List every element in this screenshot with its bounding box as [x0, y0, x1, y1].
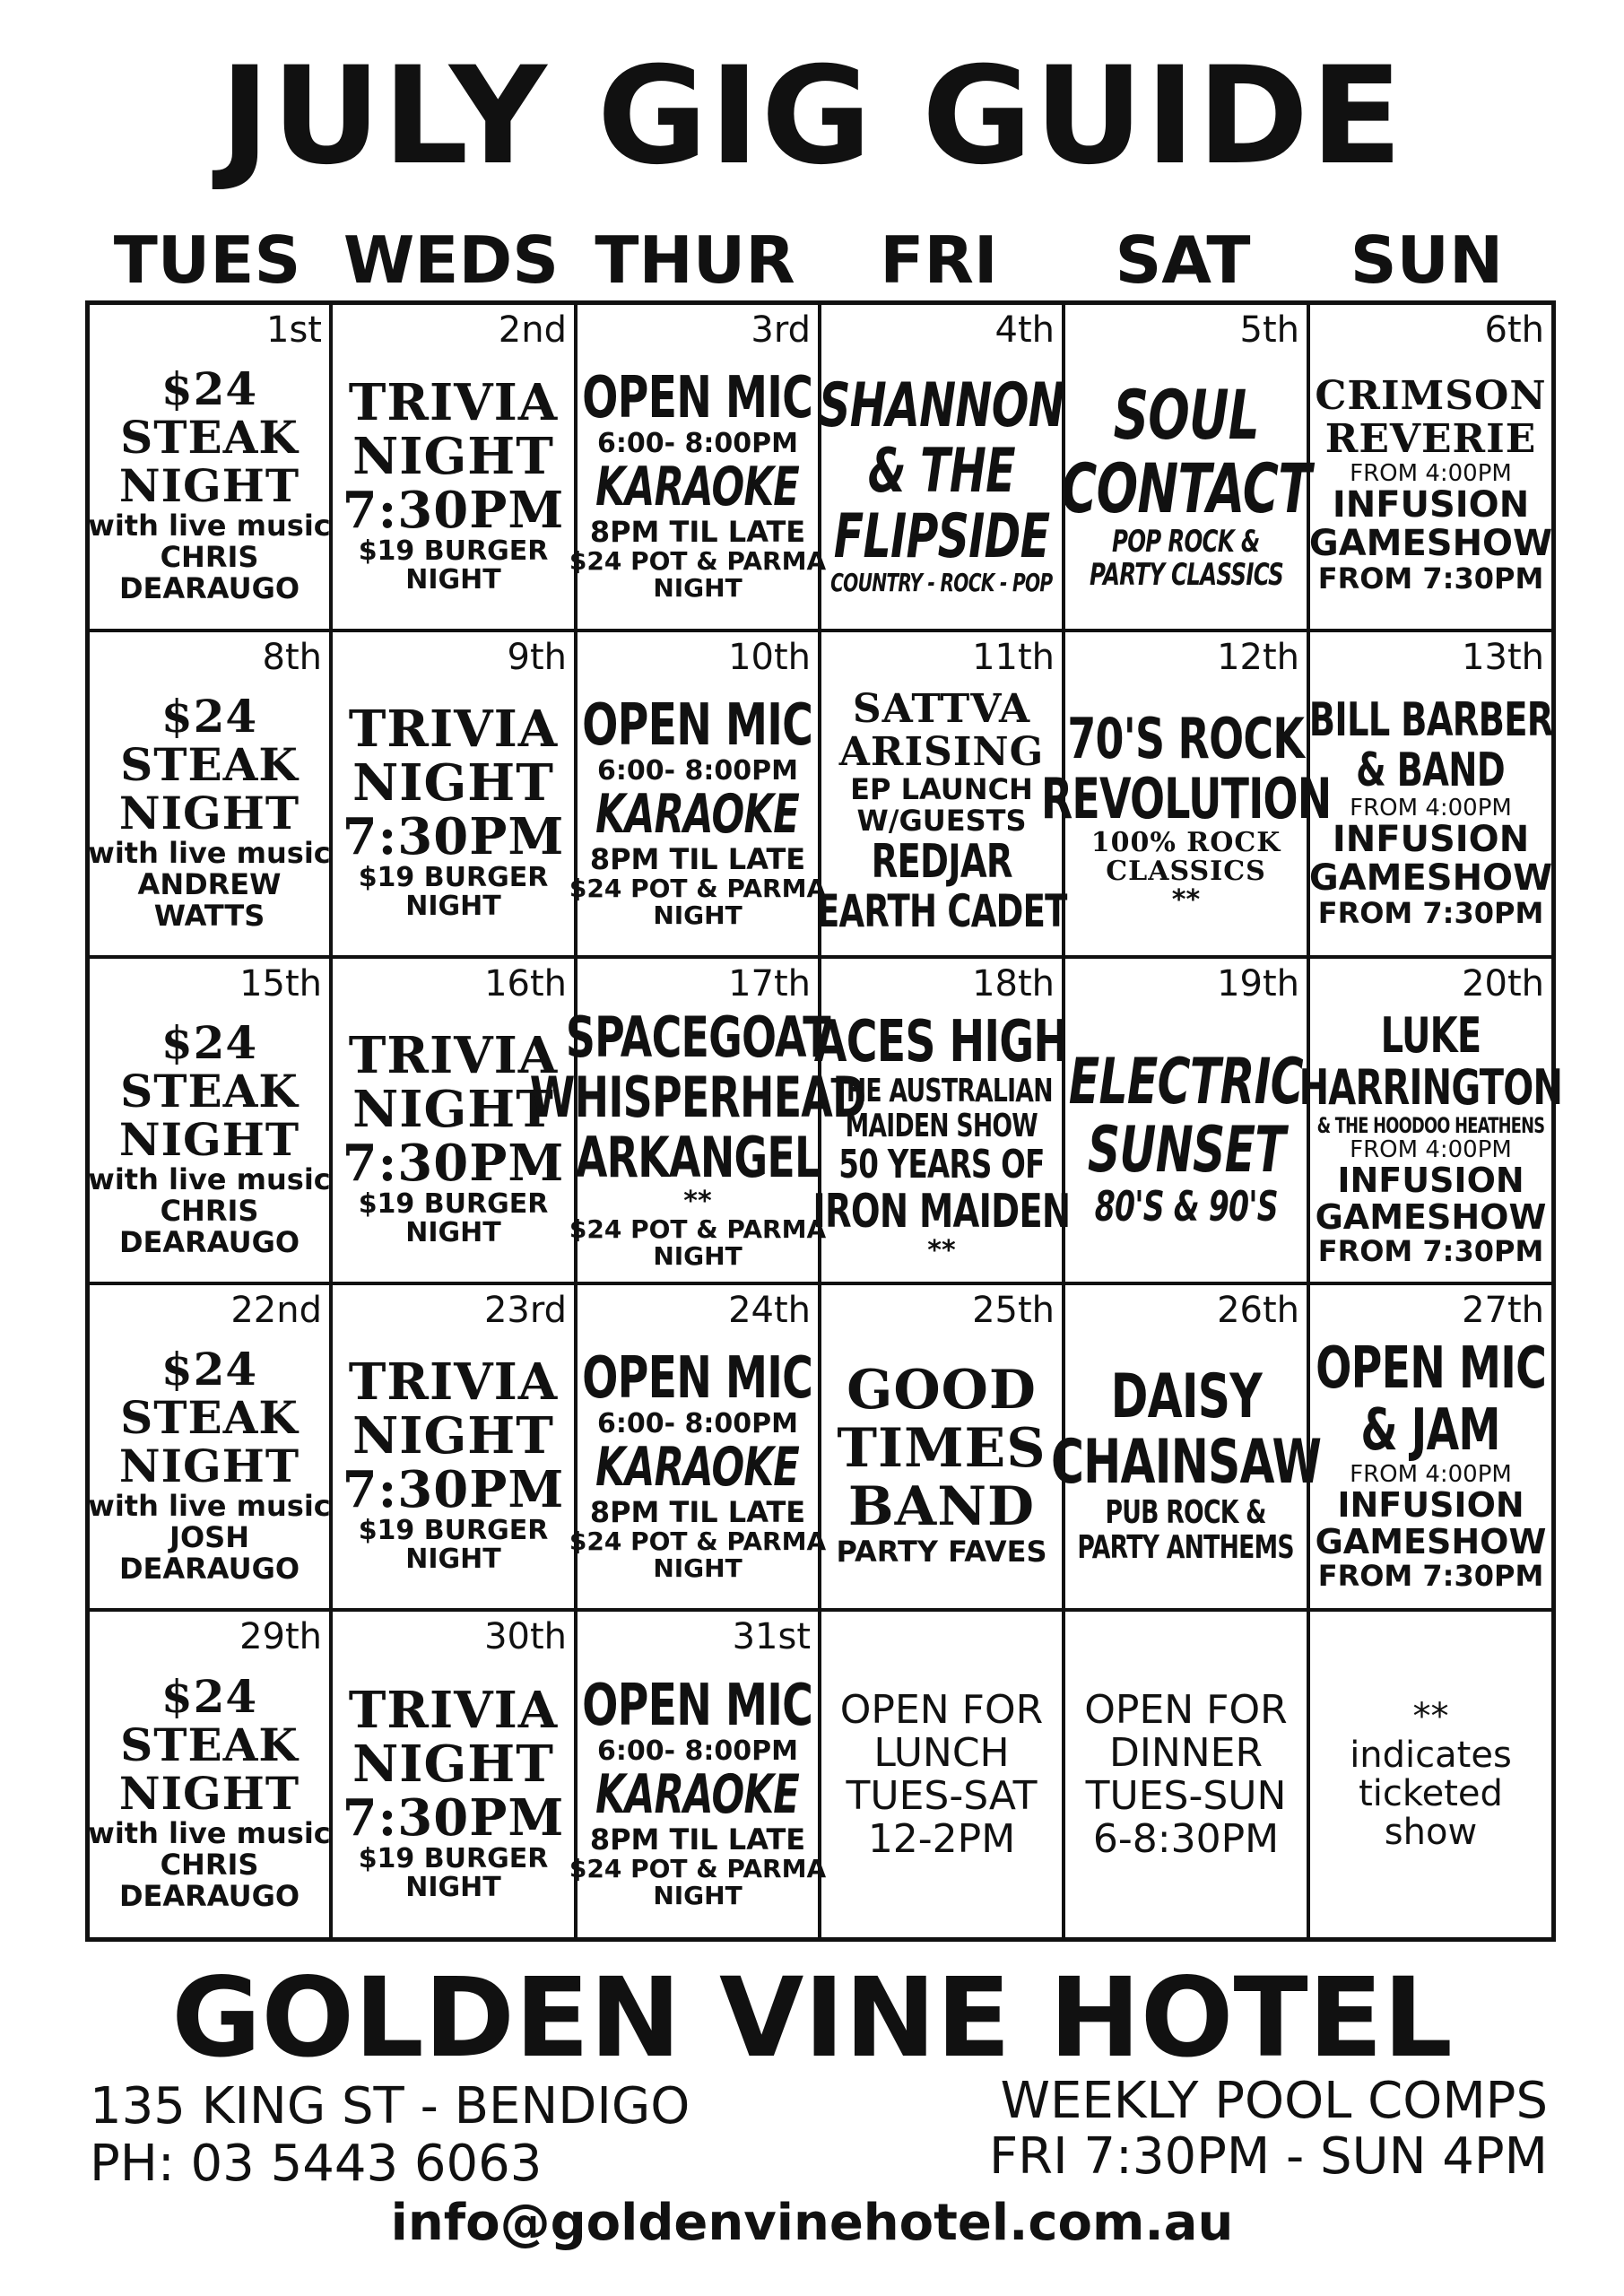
event-details	[1061, 341, 1311, 629]
event-details	[1310, 1321, 1551, 1608]
event-text-line: FROM 4:00PM	[1350, 1460, 1512, 1488]
day-cell-fri	[816, 632, 1067, 955]
event-text-line: NIGHT	[352, 1734, 554, 1794]
event-text-line: REVERIE	[1324, 416, 1537, 462]
event-text-line: FROM 7:30PM	[1317, 895, 1544, 930]
date-label: 31st	[732, 1616, 811, 1657]
event-text-line: $24 POT & PARMA	[569, 1854, 827, 1883]
event-text-line: OPEN MIC	[582, 691, 813, 759]
event-text-line: **	[1412, 1695, 1449, 1737]
event-text-line: NIGHT	[653, 1881, 743, 1910]
weekday-header	[85, 220, 1556, 300]
event-text-line: with live music	[88, 1816, 331, 1850]
event-text-line: $24 POT & PARMA	[569, 1526, 827, 1556]
event-text-line: LUNCH	[873, 1729, 1010, 1776]
day-cell-sat	[1061, 305, 1311, 629]
event-text-line: TRIVIA	[348, 372, 559, 432]
event-text-line: NIGHT	[352, 1080, 554, 1139]
event-text-line: NIGHT	[405, 891, 501, 922]
event-text-line: $19 BURGER	[358, 1842, 549, 1874]
event-details	[1065, 995, 1307, 1282]
event-details	[529, 995, 866, 1282]
event-text-line: $24	[161, 689, 258, 743]
date-label: 25th	[972, 1290, 1055, 1331]
event-details	[90, 1321, 329, 1608]
event-text-line: $19 BURGER	[358, 1188, 549, 1220]
event-text-line: show	[1384, 1811, 1478, 1853]
event-text-line: FROM 7:30PM	[1317, 561, 1544, 596]
event-details	[90, 1648, 329, 1937]
event-text-line: SOUL	[1113, 374, 1259, 455]
event-text-line: $24	[161, 1670, 258, 1723]
event-text-line: 12-2PM	[867, 1815, 1016, 1862]
contact-email[interactable]: info@goldenvinehotel.com.au	[390, 2194, 1234, 2252]
event-details	[569, 1648, 827, 1937]
event-text-line: $24 POT & PARMA	[569, 873, 827, 903]
event-text-line: 50 YEARS OF	[838, 1141, 1045, 1187]
event-text-line: POP ROCK &	[1112, 523, 1260, 560]
date-label: 12th	[1217, 637, 1299, 678]
event-text-line: NIGHT	[352, 1406, 554, 1465]
event-text-line: INFUSION	[1337, 1484, 1524, 1525]
day-label-sun: SUN	[1350, 222, 1504, 298]
date-label: 27th	[1462, 1290, 1544, 1331]
day-cell-sun	[1310, 305, 1551, 629]
day-cell-weds	[333, 632, 574, 955]
event-text-line: FROM 7:30PM	[1317, 1558, 1544, 1593]
event-text-line: CLASSICS	[1106, 856, 1266, 887]
date-label: 13th	[1462, 637, 1544, 678]
event-text-line: FROM 4:00PM	[1350, 460, 1512, 487]
event-text-line: & THE	[868, 436, 1015, 507]
event-text-line: DEARAUGO	[118, 1224, 300, 1259]
day-cell-thur	[529, 959, 866, 1282]
event-details	[1040, 668, 1332, 955]
event-text-line: PARTY FAVES	[836, 1535, 1047, 1569]
event-text-line: STEAK	[120, 1064, 299, 1118]
event-text-line: 6:00- 8:00PM	[597, 1735, 798, 1767]
event-text-line: SATTVA	[852, 686, 1031, 732]
event-text-line: 6:00- 8:00PM	[597, 1407, 798, 1439]
event-text-line: ELECTRIC	[1068, 1045, 1304, 1118]
event-details	[333, 1321, 574, 1608]
event-details	[569, 668, 827, 955]
event-details	[90, 995, 329, 1282]
event-text-line: OPEN MIC	[582, 1673, 813, 1739]
info-cell	[821, 1612, 1062, 1937]
event-text-line: TUES-SAT	[846, 1772, 1038, 1819]
event-text-line: TUES-SUN	[1085, 1772, 1287, 1819]
event-text-line: KARAOKE	[595, 782, 800, 846]
event-text-line: PARTY CLASSICS	[1089, 556, 1283, 593]
event-text-line: INFUSION	[1332, 484, 1530, 526]
info-text	[821, 1612, 1062, 1937]
event-text-line: 80'S & 90'S	[1094, 1182, 1278, 1231]
hotel-address: 135 KING ST - BENDIGO	[90, 2077, 690, 2135]
gig-calendar-grid	[85, 300, 1563, 1942]
event-text-line: 6-8:30PM	[1092, 1815, 1280, 1862]
info-text	[1065, 1612, 1307, 1937]
event-text-line: JOSH	[169, 1519, 249, 1554]
date-label: 6th	[1484, 309, 1544, 351]
event-text-line: GAMESHOW	[1315, 1196, 1547, 1237]
event-text-line: NIGHT	[118, 1439, 300, 1492]
day-cell-weds	[333, 1612, 574, 1937]
event-text-line: DAISY	[1110, 1361, 1262, 1432]
event-text-line: **	[1171, 884, 1201, 916]
event-text-line: NIGHT	[118, 459, 300, 512]
event-text-line: SPACEGOAT	[565, 1004, 830, 1070]
event-text-line: 100% ROCK	[1090, 827, 1281, 858]
day-cell-weds	[333, 1285, 574, 1608]
event-text-line: 70'S ROCK	[1067, 706, 1305, 771]
event-text-line: PARTY ANTHEMS	[1077, 1529, 1295, 1566]
date-label: 22nd	[230, 1290, 322, 1331]
date-label: 10th	[728, 637, 811, 678]
event-text-line: THE AUSTRALIAN	[830, 1072, 1053, 1109]
event-text-line: $19 BURGER	[358, 535, 549, 567]
date-label: 26th	[1217, 1290, 1299, 1331]
event-details	[90, 668, 329, 955]
event-text-line: FROM 4:00PM	[1350, 794, 1512, 822]
event-text-line: & JAM	[1360, 1396, 1501, 1464]
event-text-line: TIMES	[837, 1417, 1046, 1480]
event-text-line: with live music	[88, 509, 331, 543]
event-text-line: GOOD	[847, 1359, 1037, 1422]
event-details	[812, 995, 1071, 1282]
event-text-line: EP LAUNCH	[850, 772, 1033, 806]
event-text-line: MAIDEN SHOW	[845, 1107, 1038, 1144]
day-cell-tues	[90, 1612, 329, 1937]
event-text-line: OPEN MIC	[1315, 1335, 1547, 1402]
event-details	[1050, 1321, 1322, 1608]
event-text-line: $24 POT & PARMA	[569, 1213, 827, 1244]
event-text-line: NIGHT	[118, 786, 300, 839]
event-text-line: LUKE	[1380, 1006, 1481, 1064]
event-text-line: $19 BURGER	[358, 1515, 549, 1546]
event-text-line: NIGHT	[653, 1240, 743, 1271]
event-text-line: CHRIS	[160, 1193, 259, 1228]
info-text	[1310, 1612, 1551, 1937]
event-details	[569, 1321, 827, 1608]
event-text-line: DEARAUGO	[118, 1879, 300, 1913]
date-label: 4th	[994, 309, 1055, 351]
event-text-line: 8PM TIL LATE	[589, 515, 806, 549]
event-text-line: TRIVIA	[348, 1352, 559, 1412]
hotel-phone: PH: 03 5443 6063	[90, 2135, 543, 2193]
day-label-sat: SAT	[1115, 222, 1251, 298]
day-label-fri: FRI	[880, 222, 998, 298]
date-label: 9th	[507, 637, 567, 678]
event-text-line: 8PM TIL LATE	[589, 1822, 806, 1857]
event-text-line: WATTS	[153, 898, 265, 933]
date-label: 3rd	[751, 309, 811, 351]
event-text-line: REVOLUTION	[1040, 766, 1332, 831]
event-text-line: NIGHT	[405, 1544, 501, 1575]
day-cell-fri	[821, 305, 1062, 629]
event-text-line: **	[927, 1234, 956, 1266]
event-text-line: FLIPSIDE	[833, 501, 1050, 572]
event-text-line: **	[683, 1185, 712, 1217]
event-text-line: ticketed	[1359, 1772, 1503, 1814]
event-details	[333, 995, 574, 1282]
day-cell-sat	[1065, 959, 1307, 1282]
event-text-line: OPEN FOR	[839, 1686, 1044, 1733]
event-text-line: ANDREW	[137, 866, 282, 901]
event-text-line: TRIVIA	[348, 1680, 559, 1740]
day-cell-tues	[90, 959, 329, 1282]
event-details	[1298, 995, 1563, 1282]
event-text-line: PUB ROCK &	[1105, 1494, 1267, 1531]
day-cell-sat	[1040, 632, 1332, 955]
day-cell-tues	[90, 1285, 329, 1608]
event-text-line: EARTH CADET	[816, 885, 1067, 937]
event-text-line: BILL BARBER	[1308, 692, 1553, 747]
event-text-line: STEAK	[120, 411, 299, 464]
event-text-line: CONTACT	[1061, 448, 1311, 528]
pool-comps-times: FRI 7:30PM - SUN 4PM	[988, 2127, 1548, 2186]
event-details	[1310, 668, 1551, 955]
event-text-line: GAMESHOW	[1308, 857, 1553, 899]
date-label: 18th	[972, 963, 1055, 1004]
event-text-line: NIGHT	[405, 1217, 501, 1248]
hotel-name: GOLDEN VINE HOTEL	[171, 1954, 1453, 2082]
event-text-line: FROM 7:30PM	[1317, 1233, 1544, 1268]
event-text-line: STEAK	[120, 1718, 299, 1771]
event-text-line: with live music	[88, 835, 331, 870]
event-text-line: OPEN MIC	[582, 365, 813, 431]
event-text-line: TRIVIA	[348, 700, 559, 759]
day-cell-weds	[333, 305, 574, 629]
event-details	[333, 341, 574, 629]
event-text-line: CHRIS	[160, 540, 259, 574]
date-label: 24th	[728, 1290, 811, 1331]
date-label: 17th	[728, 963, 811, 1004]
event-text-line: indicates	[1350, 1734, 1512, 1776]
day-cell-sun	[1310, 632, 1551, 955]
day-cell-tues	[90, 632, 329, 955]
event-text-line: 7:30PM	[342, 1460, 565, 1519]
event-text-line: CHRIS	[160, 1848, 259, 1882]
date-label: 29th	[239, 1616, 322, 1657]
event-text-line: DEARAUGO	[118, 1551, 300, 1586]
date-label: 23rd	[483, 1290, 567, 1331]
event-text-line: INFUSION	[1337, 1160, 1524, 1200]
event-text-line: 6:00- 8:00PM	[597, 754, 798, 787]
page-title: JULY GIG GUIDE	[220, 39, 1404, 195]
event-text-line: $24	[161, 362, 258, 415]
event-text-line: & THE HOODOO HEATHENS	[1316, 1112, 1545, 1138]
info-cell	[1310, 1612, 1551, 1937]
event-text-line: GAMESHOW	[1315, 1521, 1547, 1561]
event-text-line: 6:00- 8:00PM	[597, 428, 798, 459]
date-label: 1st	[266, 309, 322, 351]
event-text-line: REDJAR	[871, 835, 1012, 889]
event-text-line: with live music	[88, 1161, 331, 1196]
event-text-line: KARAOKE	[595, 1763, 800, 1826]
event-text-line: $24 POT & PARMA	[569, 546, 827, 576]
event-details	[569, 341, 827, 629]
date-label: 5th	[1239, 309, 1299, 351]
event-text-line: 7:30PM	[342, 807, 565, 866]
day-cell-sun	[1298, 959, 1563, 1282]
event-text-line: INFUSION	[1332, 818, 1530, 860]
event-text-line: OPEN MIC	[582, 1344, 813, 1412]
event-text-line: 7:30PM	[342, 480, 565, 540]
event-text-line: SHANNON	[819, 370, 1064, 441]
event-details	[1310, 341, 1551, 629]
event-text-line: 7:30PM	[342, 1787, 565, 1848]
date-label: 8th	[262, 637, 322, 678]
event-text-line: KARAOKE	[595, 1435, 800, 1499]
event-text-line: NIGHT	[118, 1112, 300, 1166]
event-text-line: WHISPERHEAD	[529, 1064, 866, 1130]
event-text-line: NIGHT	[118, 1767, 300, 1820]
date-label: 2nd	[498, 309, 567, 351]
event-text-line: 7:30PM	[342, 1134, 565, 1193]
event-text-line: $24	[161, 1015, 258, 1069]
event-text-line: W/GUESTS	[856, 804, 1027, 838]
day-label-thur: THUR	[595, 222, 795, 298]
day-cell-fri	[821, 1285, 1062, 1608]
info-cell	[1065, 1612, 1307, 1937]
day-cell-sat	[1050, 1285, 1322, 1608]
event-text-line: & BAND	[1356, 743, 1506, 797]
event-text-line: HARRINGTON	[1298, 1058, 1563, 1116]
event-text-line: ACES HIGH	[814, 1008, 1069, 1075]
event-text-line: SUNSET	[1087, 1113, 1285, 1187]
event-text-line: DEARAUGO	[118, 571, 300, 605]
date-label: 19th	[1217, 963, 1299, 1004]
event-text-line: BAND	[847, 1475, 1036, 1538]
day-cell-sun	[1310, 1285, 1551, 1608]
event-text-line: NIGHT	[352, 426, 554, 486]
day-cell-thur	[569, 632, 827, 955]
day-cell-thur	[569, 1612, 827, 1937]
event-text-line: KARAOKE	[595, 456, 800, 518]
event-details	[333, 1648, 574, 1937]
date-label: 30th	[484, 1616, 567, 1657]
day-label-weds: WEDS	[343, 222, 560, 298]
event-text-line: COUNTRY - ROCK - POP	[830, 568, 1053, 597]
event-text-line: ARKANGEL	[575, 1124, 821, 1190]
event-text-line: NIGHT	[405, 1871, 501, 1903]
event-text-line: CRIMSON	[1315, 373, 1547, 419]
event-text-line: NIGHT	[653, 573, 743, 603]
event-text-line: STEAK	[120, 1390, 299, 1444]
event-text-line: NIGHT	[405, 563, 501, 596]
day-cell-tues	[90, 305, 329, 629]
event-text-line: $24	[161, 1342, 258, 1396]
event-text-line: $19 BURGER	[358, 862, 549, 893]
event-text-line: DINNER	[1108, 1729, 1264, 1776]
event-details	[90, 341, 329, 629]
day-cell-thur	[569, 1285, 827, 1608]
event-text-line: 8PM TIL LATE	[589, 841, 806, 876]
day-cell-fri	[812, 959, 1071, 1282]
date-label: 20th	[1462, 963, 1544, 1004]
event-text-line: ARISING	[838, 729, 1045, 775]
event-text-line: TRIVIA	[348, 1026, 559, 1085]
event-text-line: NIGHT	[352, 753, 554, 813]
event-text-line: IRON MAIDEN	[812, 1184, 1071, 1239]
date-label: 16th	[484, 963, 567, 1004]
event-text-line: NIGHT	[653, 900, 743, 930]
event-text-line: with live music	[88, 1488, 331, 1523]
event-text-line: CHAINSAW	[1050, 1427, 1322, 1498]
event-details	[816, 668, 1067, 955]
event-text-line: OPEN FOR	[1084, 1686, 1288, 1733]
event-text-line: STEAK	[120, 737, 299, 791]
event-text-line: NIGHT	[653, 1552, 743, 1583]
event-details	[333, 668, 574, 955]
date-label: 15th	[239, 963, 322, 1004]
event-details	[821, 1321, 1062, 1608]
event-text-line: 8PM TIL LATE	[589, 1494, 806, 1529]
pool-comps-title: WEEKLY POOL COMPS	[1000, 2072, 1548, 2130]
date-label: 11th	[972, 637, 1055, 678]
event-details	[821, 341, 1062, 629]
event-text-line: GAMESHOW	[1308, 523, 1553, 564]
day-cell-thur	[569, 305, 827, 629]
day-label-tues: TUES	[113, 222, 301, 298]
event-text-line: FROM 4:00PM	[1350, 1135, 1512, 1163]
